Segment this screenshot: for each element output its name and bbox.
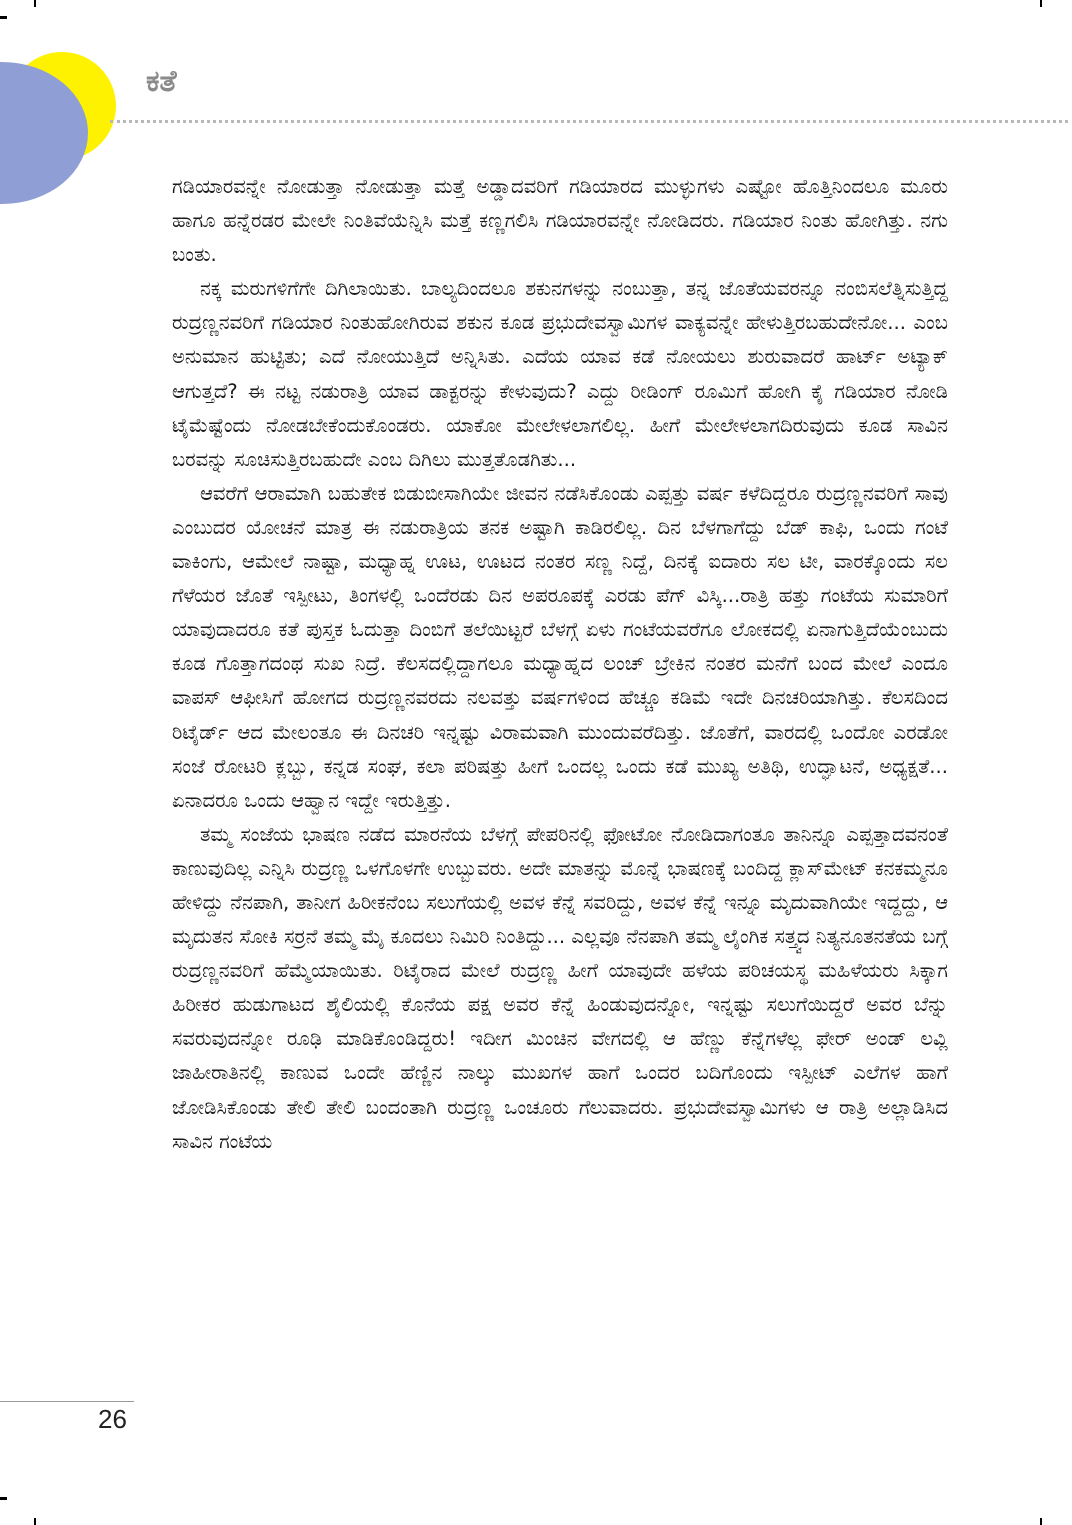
crop-mark-top-left-vertical	[34, 0, 36, 7]
paragraph-3: ಆವರೆಗೆ ಆರಾಮಾಗಿ ಬಹುತೇಕ ಬಿಡುಬೀಸಾಗಿಯೇ ಜೀವನ ನಡೆಸಿಕೊಂಡು ಎಪ್ಪತ್ತು ವರ್ಷ ಕಳೆದಿದ್ದರೂ ರುದ್ರಣ್ಣನವರಿಗೆ ಸಾವು ಎಂಬುದರ ಯೋಚನೆ ಮಾತ್ರ ಈ ನಡುರಾತ್ರಿಯ ತನಕ ಅಷ್ಟಾಗಿ ಕಾಡಿರಲಿಲ್ಲ. ದಿನ ಬೆಳಗಾಗೆದ್ದು ಬೆಡ್ ಕಾಫಿ, ಒಂದು ಗಂಟೆ ವಾಕಿಂಗು, ಆಮೇಲೆ ನಾಷ್ಟಾ, ಮಧ್ಯಾಹ್ನ ಊಟ, ಊಟದ ನಂತರ ಸಣ್ಣ ನಿದ್ದೆ, ದಿನಕ್ಕೆ ಐದಾರು ಸಲ ಟೀ, ವಾರಕ್ಕೊಂದು ಸಲ ಗೆಳೆಯರ ಜೊತೆ ಇಸ್ಪೀಟು, ತಿಂಗಳಲ್ಲಿ ಒಂದೆರಡು ದಿನ ಅಪರೂಪಕ್ಕೆ ಎರಡು ಪೆಗ್ ವಿಸ್ಕಿ...ರಾತ್ರಿ ಹತ್ತು ಗಂಟೆಯ ಸುಮಾರಿಗೆ ಯಾವುದಾದರೂ ಕತೆ ಪುಸ್ತಕ ಓದುತ್ತಾ ದಿಂಬಿಗೆ ತಲೆಯಿಟ್ಟರೆ ಬೆಳಗ್ಗೆ ಏಳು ಗಂಟೆಯವರೆಗೂ ಲೋಕದಲ್ಲಿ ಏನಾಗುತ್ತಿದೆಯೆಂಬುದು ಕೂಡ ಗೊತ್ತಾಗದಂಥ ಸುಖ ನಿದ್ರೆ. ಕೆಲಸದಲ್ಲಿದ್ದಾಗಲೂ ಮಧ್ಯಾಹ್ನದ ಲಂಚ್ ಬ್ರೇಕಿನ ನಂತರ ಮನೆಗೆ ಬಂದ ಮೇಲೆ ಎಂದೂ ವಾಪಸ್ ಆಫೀಸಿಗೆ ಹೋಗದ ರುದ್ರಣ್ಣನವರದು ನಲವತ್ತು ವರ್ಷಗಳಿಂದ ಹೆಚ್ಚೂ ಕಡಿಮೆ ಇದೇ ದಿನಚರಿಯಾಗಿತ್ತು. ಕೆಲಸದಿಂದ ರಿಟೈರ್ಡ್ ಆದ ಮೇಲಂತೂ ಈ ದಿನಚರಿ ಇನ್ನಷ್ಟು ವಿರಾಮವಾಗಿ ಮುಂದುವರೆದಿತ್ತು. ಜೊತೆಗೆ, ವಾರದಲ್ಲಿ ಒಂದೋ ಎರಡೋ ಸಂಜೆ ರೋಟರಿ ಕ್ಲಬ್ಬು, ಕನ್ನಡ ಸಂಘ, ಕಲಾ ಪರಿಷತ್ತು ಹೀಗೆ ಒಂದಲ್ಲ ಒಂದು ಕಡೆ ಮುಖ್ಯ ಅತಿಥಿ, ಉದ್ಘಾಟನೆ, ಅಧ್ಯಕ್ಷತೆ... ಏನಾದರೂ ಒಂದು ಆಹ್ವಾನ ಇದ್ದೇ ಇರುತ್ತಿತ್ತು.	[172, 481, 948, 812]
header-dotted-divider	[110, 120, 1068, 123]
crop-mark-top-right	[1040, 0, 1042, 7]
crop-mark-bottom-right	[1040, 1518, 1042, 1525]
paragraph-2: ನಕ್ಕ ಮರುಗಳಿಗೆಗೇ ದಿಗಿಲಾಯಿತು. ಬಾಲ್ಯದಿಂದಲೂ ಶಕುನಗಳನ್ನು ನಂಬುತ್ತಾ, ತನ್ನ ಜೊತೆಯವರನ್ನೂ ನಂಬಿಸಲೆತ್ನಿಸುತ್ತಿದ್ದ ರುದ್ರಣ್ಣನವರಿಗೆ ಗಡಿಯಾರ ನಿಂತುಹೋಗಿರುವ ಶಕುನ ಕೂಡ ಪ್ರಭುದೇವಸ್ವಾಮಿಗಳ ವಾಕ್ಯವನ್ನೇ ಹೇಳುತ್ತಿರಬಹುದೇನೋ... ಎಂಬ ಅನುಮಾನ ಹುಟ್ಟಿತು; ಎದೆ ನೋಯುತ್ತಿದೆ ಅನ್ನಿಸಿತು. ಎದೆಯ ಯಾವ ಕಡೆ ನೋಯಲು ಶುರುವಾದರೆ ಹಾರ್ಟ್ ಅಟ್ಯಾಕ್ ಆಗುತ್ತದೆ? ಈ ನಟ್ಟ ನಡುರಾತ್ರಿ ಯಾವ ಡಾಕ್ಟರನ್ನು ಕೇಳುವುದು? ಎದ್ದು ರೀಡಿಂಗ್ ರೂಮಿಗೆ ಹೋಗಿ ಕೈ ಗಡಿಯಾರ ನೋಡಿ ಟೈಮೆಷ್ಟೆಂದು ನೋಡಬೇಕೆಂದುಕೊಂಡರು. ಯಾಕೋ ಮೇಲೇಳಲಾಗಲಿಲ್ಲ. ಹೀಗೆ ಮೇಲೇಳಲಾಗದಿರುವುದು ಕೂಡ ಸಾವಿನ ಬರವನ್ನು ಸೂಚಿಸುತ್ತಿರಬಹುದೇ ಎಂಬ ದಿಗಿಲು ಮುತ್ತತೊಡಗಿತು...	[172, 277, 948, 471]
page-number: 26	[98, 1404, 127, 1434]
footer-rule	[0, 1401, 134, 1402]
section-title: ಕತೆ	[146, 64, 177, 99]
crop-mark-bottom-left	[0, 1497, 7, 1500]
paragraph-4: ತಮ್ಮ ಸಂಜೆಯ ಭಾಷಣ ನಡೆದ ಮಾರನೆಯ ಬೆಳಗ್ಗೆ ಪೇಪರಿನಲ್ಲಿ ಫೋಟೋ ನೋಡಿದಾಗಂತೂ ತಾನಿನ್ನೂ ಎಪ್ಪತ್ತಾದವನಂತೆ ಕಾಣುವುದಿಲ್ಲ ಎನ್ನಿಸಿ ರುದ್ರಣ್ಣ ಒಳಗೊಳಗೇ ಉಬ್ಬುವರು. ಅದೇ ಮಾತನ್ನು ಮೊನ್ನೆ ಭಾಷಣಕ್ಕೆ ಬಂದಿದ್ದ ಕ್ಲಾಸ್‌ಮೇಟ್ ಕನಕಮ್ಮನೂ ಹೇಳಿದ್ದು ನೆನಪಾಗಿ, ತಾನೀಗ ಹಿರೀಕನೆಂಬ ಸಲುಗೆಯಲ್ಲಿ ಅವಳ ಕೆನ್ನೆ ಸವರಿದ್ದು, ಅವಳ ಕೆನ್ನೆ ಇನ್ನೂ ಮೃದುವಾಗಿಯೇ ಇದ್ದದ್ದು, ಆ ಮೃದುತನ ಸೋಕಿ ಸರ್ರನೆ ತಮ್ಮ ಮೈ ಕೂದಲು ನಿಮಿರಿ ನಿಂತಿದ್ದು... ಎಲ್ಲವೂ ನೆನಪಾಗಿ ತಮ್ಮ ಲೈಂಗಿಕ ಸತ್ತ್ವದ ನಿತ್ಯನೂತನತೆಯ ಬಗ್ಗೆ ರುದ್ರಣ್ಣನವರಿಗೆ ಹೆಮ್ಮೆಯಾಯಿತು. ರಿಟೈರಾದ ಮೇಲೆ ರುದ್ರಣ್ಣ ಹೀಗೆ ಯಾವುದೇ ಹಳೆಯ ಪರಿಚಯಸ್ಥ ಮಹಿಳೆಯರು ಸಿಕ್ಕಾಗ ಹಿರೀಕರ ಹುಡುಗಾಟದ ಶೈಲಿಯಲ್ಲಿ ಕೊನೆಯ ಪಕ್ಷ ಅವರ ಕೆನ್ನೆ ಹಿಂಡುವುದನ್ನೋ, ಇನ್ನಷ್ಟು ಸಲುಗೆಯಿದ್ದರೆ ಅವರ ಬೆನ್ನು ಸವರುವುದನ್ನೋ ರೂಢಿ ಮಾಡಿಕೊಂಡಿದ್ದರು! ಇದೀಗ ಮಿಂಚಿನ ವೇಗದಲ್ಲಿ ಆ ಹೆಣ್ಣು ಕೆನ್ನೆಗಳೆಲ್ಲ ಫೇರ್ ಅಂಡ್ ಲವ್ಲಿ ಜಾಹೀರಾತಿನಲ್ಲಿ ಕಾಣುವ ಒಂದೇ ಹೆಣ್ಣಿನ ನಾಲ್ಕು ಮುಖಗಳ ಹಾಗೆ ಒಂದರ ಬದಿಗೊಂದು ಇಸ್ಪೀಟ್ ಎಲೆಗಳ ಹಾಗೆ ಜೋಡಿಸಿಕೊಂಡು ತೇಲಿ ತೇಲಿ ಬಂದಂತಾಗಿ ರುದ್ರಣ್ಣ ಒಂಚೂರು ಗೆಲುವಾದರು. ಪ್ರಭುದೇವಸ್ವಾಮಿಗಳು ಆ ರಾತ್ರಿ ಅಲ್ಲಾಡಿಸಿದ ಸಾವಿನ ಗಂಟೆಯ	[172, 822, 948, 1153]
crop-mark-top-left	[0, 16, 7, 19]
crop-mark-bottom-left-vertical	[34, 1518, 36, 1525]
paragraph-1: ಗಡಿಯಾರವನ್ನೇ ನೋಡುತ್ತಾ ನೋಡುತ್ತಾ ಮತ್ತೆ ಅಡ್ಡಾದವರಿಗೆ ಗಡಿಯಾರದ ಮುಳ್ಳುಗಳು ಎಷ್ಟೋ ಹೊತ್ತಿನಿಂದಲೂ ಮೂರು ಹಾಗೂ ಹನ್ನೆರಡರ ಮೇಲೇ ನಿಂತಿವೆಯೆನ್ನಿಸಿ ಮತ್ತೆ ಕಣ್ಣಗಲಿಸಿ ಗಡಿಯಾರವನ್ನೇ ನೋಡಿದರು. ಗಡಿಯಾರ ನಿಂತು ಹೋಗಿತ್ತು. ನಗು ಬಂತು.	[172, 175, 948, 267]
story-body	[172, 170, 948, 1159]
